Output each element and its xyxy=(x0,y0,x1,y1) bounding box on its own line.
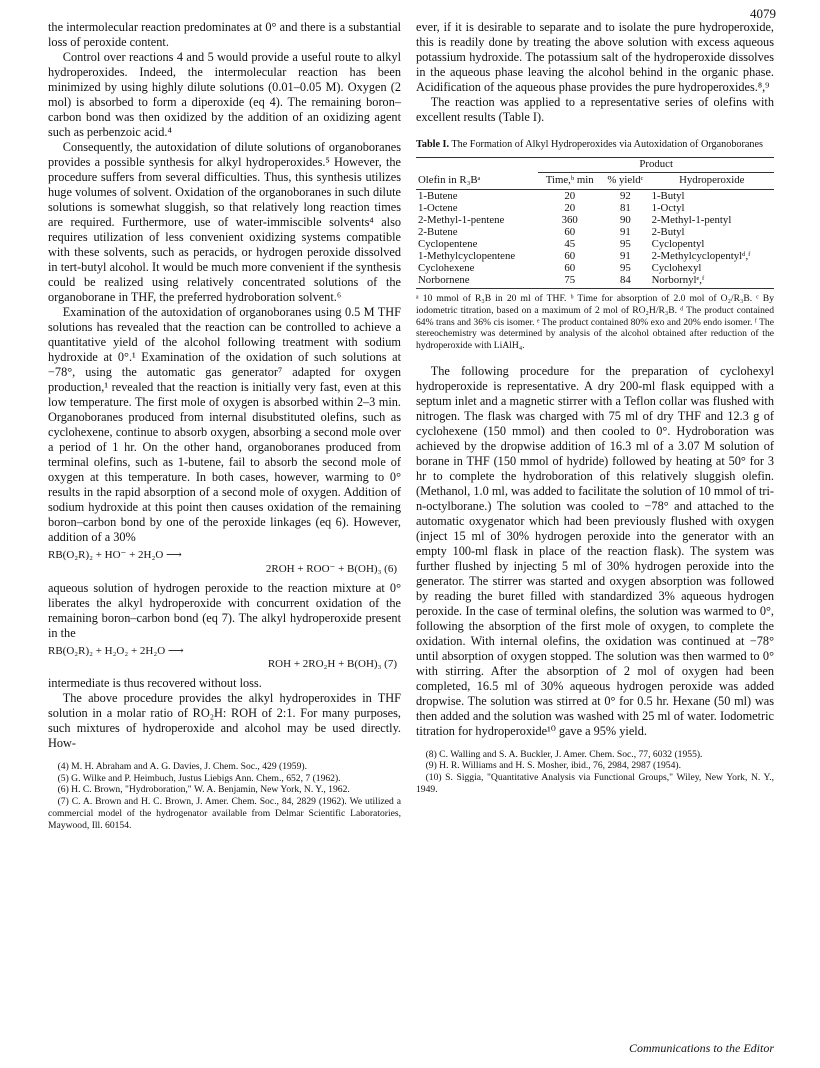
equation-6 xyxy=(48,549,401,577)
table-cell: 92 xyxy=(619,189,631,202)
results-table xyxy=(416,157,774,289)
reference: (4) M. H. Abraham and A. G. Davies, J. Chem. Soc., 429 (1959). xyxy=(57,761,307,772)
table-cell: 2-Butyl xyxy=(651,225,685,238)
table-cell: Cyclohexene xyxy=(418,262,475,275)
table-row xyxy=(416,226,774,238)
table-header: Time,ᵇ min xyxy=(538,173,601,189)
table-cell: 90 xyxy=(619,213,631,226)
table-cell: Norbornene xyxy=(416,274,538,289)
equation-line: 2ROH + ROO⁻ + B(OH)₃ (6) xyxy=(265,562,397,575)
table-footnotes: ᵃ 10 mmol of R₃B in 20 ml of THF. ᵇ Time for absorption of 2.0 mol of O₂/R₃B. ᶜ By iodometric titration, based on a maximum of 2 mol of RO₂H/R₃B. ᵈ The product contained 64% trans and 36% cis isomer. ᵉ The product contained 80% exo and 20% endo isomer. ᶠ The stereochemistry was determined by analysis of the alcohol obtained after reduction of the hydroperoxide with LiAlH₄. xyxy=(416,293,774,352)
table-cell: 95 xyxy=(619,262,631,275)
table-cell: 2-Butene xyxy=(418,225,458,238)
table-cell: 2-Methylcyclopentylᵈ,ᶠ xyxy=(651,249,751,262)
paragraph: The above procedure provides the alkyl hydroperoxides in THF solution in a molar ratio of RO₂H: ROH of 2:1. For many purposes, such mixtures of hydroperoxide and alcohol may be used directly. How- xyxy=(48,691,401,750)
table-cell: 20 xyxy=(564,201,576,214)
paragraph: The following procedure for the preparation of cyclohexyl hydroperoxide is representative. A dry 200-ml flask equipped with a septum inlet and a magnetic stirrer with a Teflon collar was flushed with nitrogen. The flask was charged with 75 ml of dry THF and 12.3 g of cyclohexene (150 mmol) and then cooled to 0°. Hydroboration was achieved by the dropwise addition of 16.3 ml of a 3.07 M solution of borane in THF (150 mmol of hydride) followed by heating at 50° for 3 hr to complete the hydroboration of this relatively sluggish olefin. (Methanol, 1.0 ml, was added to facilitate the solution of 10 mmol of tri-n-octylborane.) The solution was cooled to −78° and attached to the automatic oxygenator which had been previously flushed with oxygen (inject 15 ml of 30% hydrogen peroxide into the generator with an empty 100-ml flask in place of the reaction flask). The system was further flushed by injecting 5 ml of 30% hydrogen peroxide into the generator. The stirrer was started and oxygen absorption was followed by reading the buret filled with standardized 3% aqueous hydrogen peroxide. In the case of terminal olefins, the solution was warmed to 0°, following the absorption of the first mole of oxygen, to complete the oxidation. With internal olefins, the oxidation was continued at −78° until absorption of oxygen stopped. The solution was then warmed to 0° with stirring. After the absorption of 2 mol of oxygen had been completed, 16.5 ml of 30% aqueous hydrogen peroxide was added dropwise. The solution was stirred at 0° for 0.5 hr. Hexane (50 ml) was then added and the solution was washed with 25 ml of water. Iodometric titration for hydroperoxide¹⁰ gave a 95% yield. xyxy=(416,363,774,738)
table-header: Hydroperoxide xyxy=(650,173,774,189)
right-column xyxy=(416,20,774,796)
table-header: % yieldᶜ xyxy=(601,173,649,189)
table-cell: Cyclopentyl xyxy=(651,237,705,250)
table-cell: 2-Methyl-1-pentene xyxy=(418,213,505,226)
table-cell: 1-Octyl xyxy=(651,201,685,214)
table-cell: 45 xyxy=(564,237,576,250)
table-cell: 60 xyxy=(564,262,576,275)
references-left xyxy=(48,761,401,831)
reference: (8) C. Walling and S. A. Buckler, J. Amer. Chem. Soc., 77, 6032 (1955). xyxy=(425,748,703,760)
paragraph: Examination of the autoxidation of organoboranes using 0.5 M THF solutions has revealed that the reaction can be controlled to achieve a quantitative yield of the alcohol following treatment with sodium hydroxide at 0°.¹ Examination of the oxidation of such solutions at −78°, using the automatic gas generator⁷ adapted for oxygen production,¹ revealed that the reaction is initially very fast, even at this low temperature. The first mole of oxygen is absorbed within 2–3 min. Organoboranes produced from internal disubstituted olefins, such as cyclohexene, continue to absorb oxygen, absorbing a second mole over a period of 1 hr. On the other hand, organoboranes produced from terminal olefins, such as 1-butene, fail to absorb the second mole of oxygen at this temperature. In both cases, however, warming to 0° results in the rapid absorption of a second mole of oxygen. Addition of sodium hydroxide at this point then causes oxidation of the remaining boron–carbon bond by one of the peroxide linkages (eq 6). However, addition of a 30% xyxy=(48,305,401,544)
table-cell: 360 xyxy=(561,213,578,226)
table-row xyxy=(416,238,774,250)
table-cell: 60 xyxy=(564,249,576,262)
reference: (6) H. C. Brown, "Hydroboration," W. A. Benjamin, New York, N. Y., 1962. xyxy=(57,784,350,796)
paragraph: intermediate is thus recovered without loss. xyxy=(48,676,262,690)
equation-line: ROH + 2RO₂H + B(OH)₃ (7) xyxy=(267,658,397,671)
table-cell: Norbornylᵉ,ᶠ xyxy=(650,274,774,289)
left-column xyxy=(48,20,401,831)
reference: (9) H. R. Williams and H. S. Mosher, ibid., 76, 2984, 2987 (1954). xyxy=(425,760,681,772)
table-row xyxy=(416,214,774,226)
reference: (10) S. Siggia, "Quantitative Analysis via Functional Groups," Wiley, New York, N. Y., 1949. xyxy=(416,772,774,795)
paragraph: aqueous solution of hydrogen peroxide to the reaction mixture at 0° liberates the alkyl hydroperoxide with concurrent oxidation of the remaining boron–carbon bond (eq 7). The alkyl hydroperoxide present in the xyxy=(48,580,401,640)
paragraph: ever, if it is desirable to separate and to isolate the pure hydroperoxide, this is readily done by treating the above solution with excess aqueous potassium hydroxide. The potassium salt of the hydroperoxide dissolves in the aqueous phase leaving the alcohol behind in the organic phase. Acidification of the aqueous phase provides the pure hydroperoxides.⁸,⁹ xyxy=(416,20,774,94)
table-cell: 2-Methyl-1-pentyl xyxy=(651,213,732,226)
table-label: Table I. xyxy=(416,139,450,150)
table-row xyxy=(416,262,774,274)
table-group-header: Product xyxy=(538,158,774,173)
table-body xyxy=(416,189,774,289)
table-cell: 91 xyxy=(619,225,631,238)
table-row xyxy=(416,250,774,262)
table-caption xyxy=(416,139,774,151)
table-row xyxy=(416,202,774,214)
equation-line: RB(O₂R)₂ + H₂O₂ + 2H₂O ⟶ xyxy=(48,644,184,657)
table-header: Olefin in R₃Bᵃ xyxy=(416,173,538,189)
table-cell: 95 xyxy=(619,237,631,250)
reference: (5) G. Wilke and P. Heimbuch, Justus Liebigs Ann. Chem., 652, 7 (1962). xyxy=(57,772,341,784)
journal-section-footer: Communications to the Editor xyxy=(629,1041,774,1055)
table-cell: 20 xyxy=(564,189,576,202)
table-cell: 75 xyxy=(538,274,601,289)
paragraph: Consequently, the autoxidation of dilute solutions of organoboranes provides a possible synthesis for alkyl hydroperoxides.⁵ However, the procedure suffers from several difficulties. Thus, this synthesis utilizes huge volumes of solvent. Oxidation of the organoboranes in such dilute solutions is somewhat sluggish, so that relatively long reaction times are required. Furthermore, use of water-immiscible solvents⁴ also requires utilization of less convenient oxidizing systems compatible with these solvents, such as peracids, or hydrogen peroxide dissolved in tert-butyl alcohol. It would be much more convenient if the synthesis could be realized using relatively concentrated solutions of the organoborane in THF, the preferred hydroboration solvent.⁶ xyxy=(48,140,401,304)
table-cell: 91 xyxy=(619,249,631,262)
page-number: 4079 xyxy=(750,6,776,21)
reference: (7) C. A. Brown and H. C. Brown, J. Amer. Chem. Soc., 84, 2829 (1962). We utilized a commercial model of the hydrogenator available from Delmar Scientific Laboratories, Maywood, Ill. 60154. xyxy=(48,796,401,831)
paragraph: the intermolecular reaction predominates at 0° and there is a substantial loss of peroxide content. xyxy=(48,20,401,49)
paragraph: Control over reactions 4 and 5 would provide a useful route to alkyl hydroperoxides. Indeed, the intermolecular reaction has been minimized by using highly dilute solutions (0.01–0.05 M). Oxygen (2 mol) is absorbed to form a diperoxide (eq 4). The remaining boron–carbon bond was then oxidized by the addition of an oxidizing agent such as perbenzoic acid.⁴ xyxy=(48,50,401,139)
equation-7 xyxy=(48,645,401,673)
table-cell: Cyclopentene xyxy=(418,237,478,250)
table-cell: 1-Methylcyclopentene xyxy=(418,249,516,262)
equation-line: RB(O₂R)₂ + HO⁻ + 2H₂O ⟶ xyxy=(48,549,182,561)
table-row xyxy=(416,274,774,289)
table-cell: 84 xyxy=(601,274,649,289)
references-right xyxy=(416,749,774,796)
table-title: The Formation of Alkyl Hydroperoxides via Autoxidation of Organoboranes xyxy=(451,139,764,150)
table-cell: 81 xyxy=(619,201,631,214)
table-cell: 1-Butyl xyxy=(651,189,685,202)
table-cell: 1-Butene xyxy=(418,189,458,202)
table-row xyxy=(416,189,774,202)
table-cell: Cyclohexyl xyxy=(651,262,702,275)
table-cell: 1-Octene xyxy=(418,201,458,214)
paragraph: The reaction was applied to a representative series of olefins with excellent results (Table I). xyxy=(416,95,774,124)
table-cell: 60 xyxy=(564,225,576,238)
